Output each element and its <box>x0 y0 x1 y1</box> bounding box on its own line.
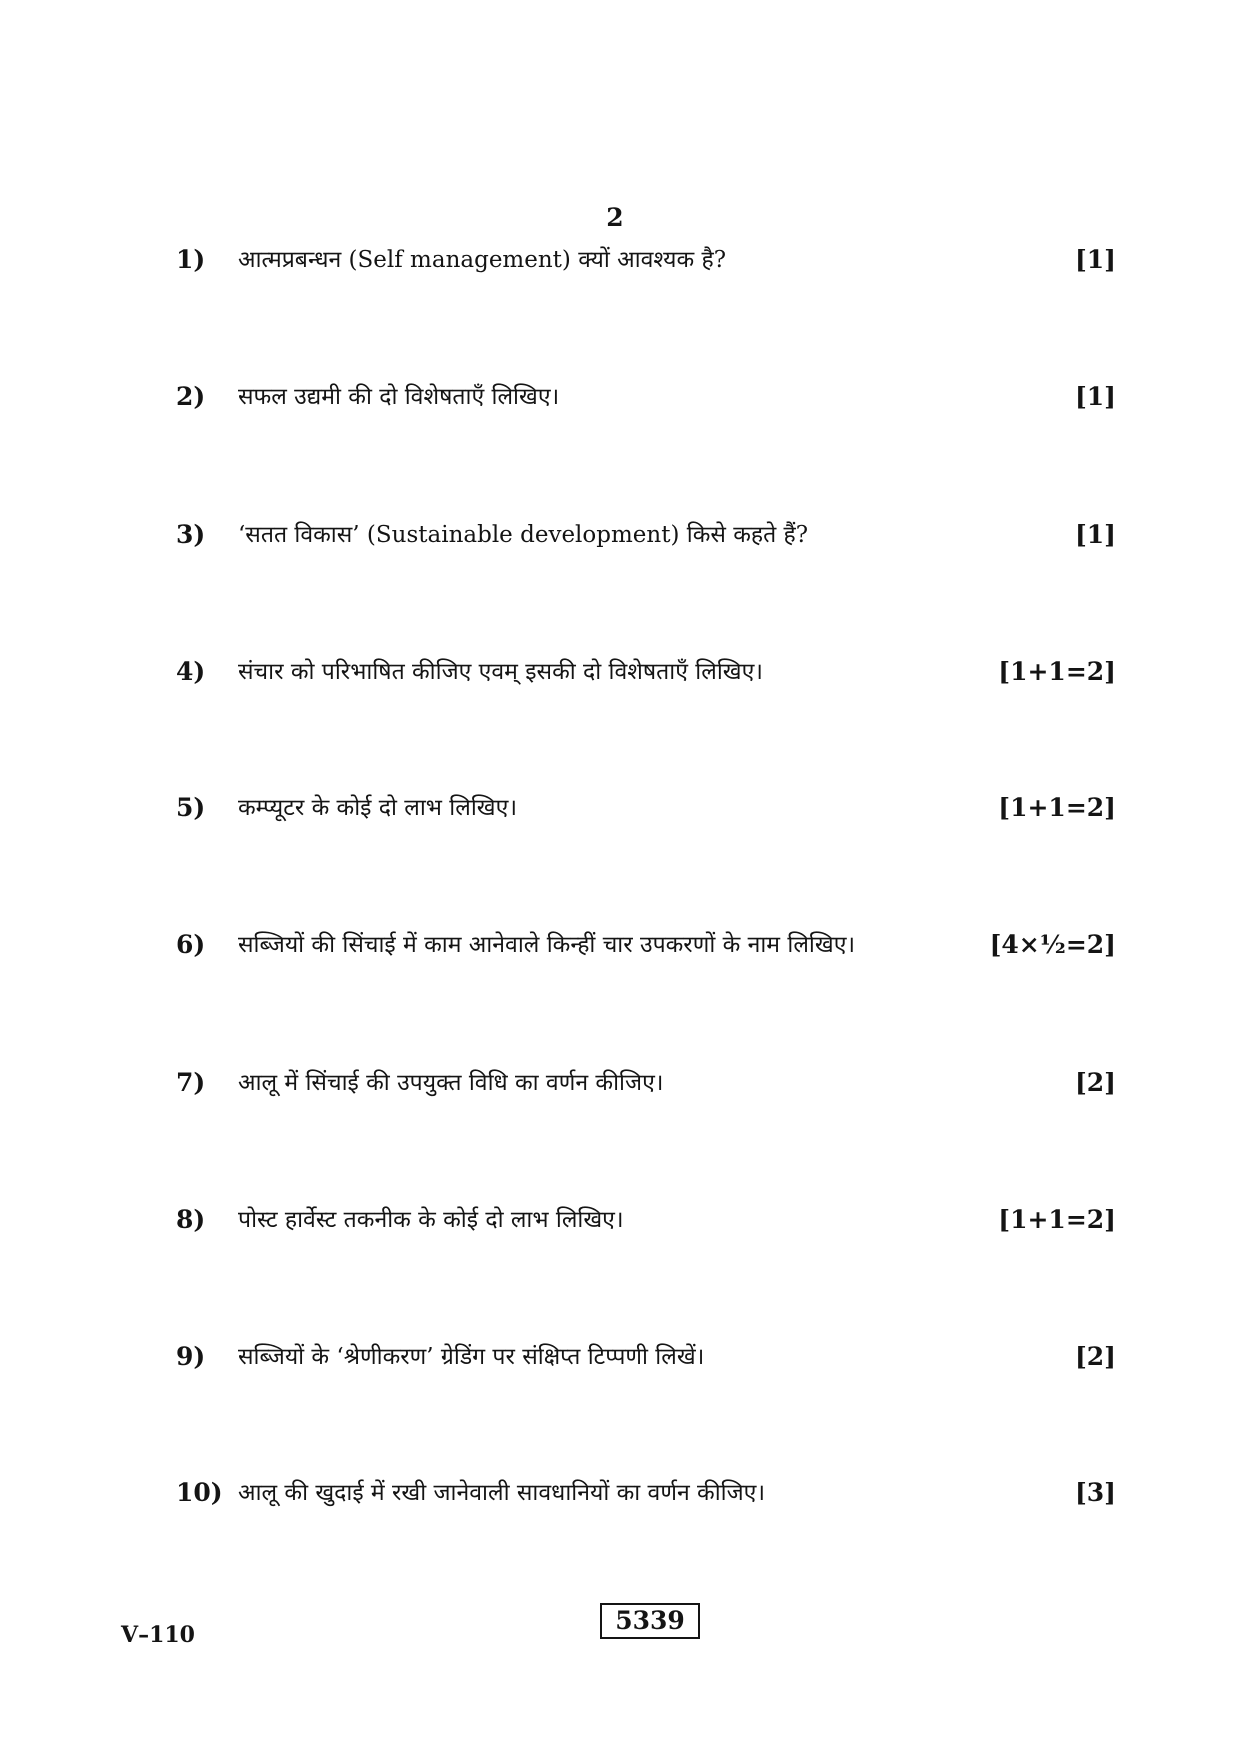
question-number: 2) <box>176 382 206 411</box>
question-8 <box>176 1200 1116 1240</box>
question-text: कम्प्यूटर के कोई दो लाभ लिखिए। <box>238 795 518 821</box>
question-5 <box>176 788 1116 828</box>
question-number: 4) <box>176 657 206 686</box>
question-marks: [1] <box>1074 245 1116 274</box>
question-1 <box>176 240 1116 280</box>
question-3 <box>176 515 1116 555</box>
question-text: सब्जियों के ‘श्रेणीकरण’ ग्रेडिंग पर संक्षिप्त टिप्पणी लिखें। <box>238 1344 705 1370</box>
question-number: 6) <box>176 930 206 959</box>
question-text: सब्जियों की सिंचाई में काम आनेवाले किन्हीं चार उपकरणों के नाम लिखिए। <box>238 932 856 958</box>
question-10 <box>176 1473 1116 1513</box>
question-text: सफल उद्यमी की दो विशेषताएँ लिखिए। <box>238 384 560 410</box>
question-marks: [1] <box>1074 520 1116 549</box>
question-number: 9) <box>176 1342 206 1371</box>
question-7 <box>176 1063 1116 1103</box>
question-text: ‘सतत विकास’ (Sustainable development) किसे कहते हैं? <box>238 522 809 548</box>
question-marks: [3] <box>1074 1478 1116 1507</box>
question-number: 10) <box>176 1478 223 1507</box>
question-text: पोस्ट हार्वेस्ट तकनीक के कोई दो लाभ लिखिए। <box>238 1207 624 1233</box>
question-4 <box>176 652 1116 692</box>
question-number: 8) <box>176 1205 206 1234</box>
question-marks: [1+1=2] <box>998 657 1116 686</box>
series-code: V–110 <box>121 1622 195 1648</box>
question-number: 1) <box>176 245 206 274</box>
question-marks: [1] <box>1074 382 1116 411</box>
question-6 <box>176 925 1116 965</box>
question-marks: [1+1=2] <box>998 1205 1116 1234</box>
question-marks: [2] <box>1074 1068 1116 1097</box>
page-number: 2 <box>606 203 624 232</box>
question-9 <box>176 1337 1116 1377</box>
question-marks: [2] <box>1074 1342 1116 1371</box>
question-number: 3) <box>176 520 206 549</box>
question-marks: [4×½=2] <box>989 930 1116 959</box>
question-2 <box>176 377 1116 417</box>
question-number: 5) <box>176 793 206 822</box>
question-text: आत्मप्रबन्धन (Self management) क्यों आवश्यक है? <box>238 247 727 273</box>
question-number: 7) <box>176 1068 206 1097</box>
question-marks: [1+1=2] <box>998 793 1116 822</box>
question-text: आलू की खुदाई में रखी जानेवाली सावधानियों का वर्णन कीजिए। <box>238 1480 766 1506</box>
question-text: संचार को परिभाषित कीजिए एवम् इसकी दो विशेषताएँ लिखिए। <box>238 659 764 685</box>
question-text: आलू में सिंचाई की उपयुक्त विधि का वर्णन कीजिए। <box>238 1070 664 1096</box>
paper-code-box: 5339 <box>600 1603 700 1639</box>
